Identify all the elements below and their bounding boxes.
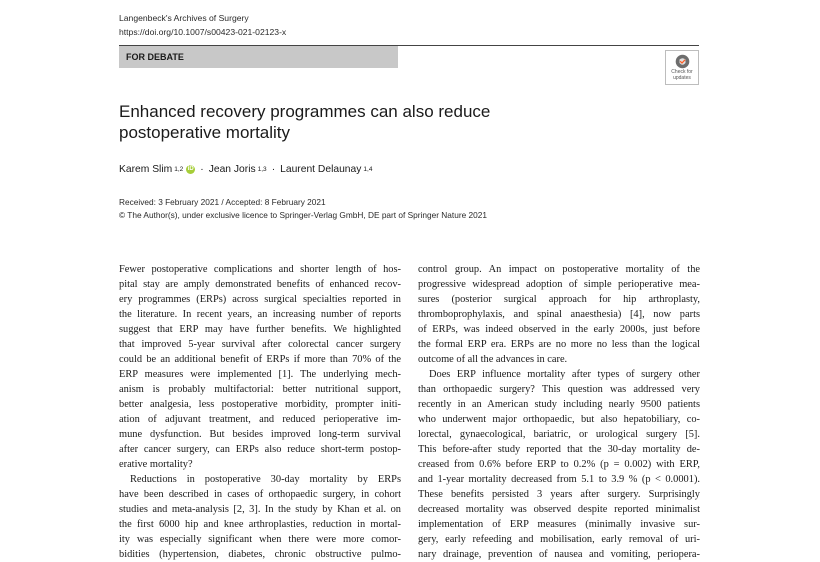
journal-name: Langenbeck's Archives of Surgery — [119, 13, 249, 23]
text-line: nary drainage, prevention of nausea and vomiting, periopera- — [418, 549, 700, 560]
received-accepted-dates: Received: 3 February 2021 / Accepted: 8 February 2021 — [119, 197, 326, 207]
text-line: mune dysfunction. But besides improved long-term survival — [119, 429, 401, 440]
text-line: This before-after study reported that the 30-day mortality de- — [418, 444, 700, 455]
author-separator: · — [200, 164, 204, 175]
author-name[interactable]: Jean Joris — [208, 164, 256, 175]
text-line: pital stay are amply demonstrated benefits of enhanced recov- — [119, 279, 401, 290]
text-line: of ERPs, was indeed observed in the early 2000s, just before — [418, 324, 700, 335]
text-line: could be an additional benefit of ERPs if more than 70% of the — [119, 354, 401, 365]
text-line: bidities (hypertension, diabetes, chronic obstructive pulmo- — [119, 549, 401, 560]
text-line: ation of adjuvant treatment, and reduced perioperative im- — [119, 414, 401, 425]
author-list — [119, 164, 372, 175]
check-for-updates-label-2: updates — [673, 74, 691, 81]
article-title — [119, 101, 679, 143]
text-line: ery programmes (ERPs) across surgical specialties reported in — [119, 294, 401, 305]
author-name[interactable]: Karem Slim — [119, 164, 173, 175]
text-line: erative mortality? — [119, 459, 193, 470]
text-line: Fewer postoperative complications and shorter length of hos- — [119, 264, 401, 275]
text-line: control group. An impact on postoperative mortality of the — [418, 264, 700, 275]
author-affiliation: 1,4 — [363, 166, 373, 173]
text-line: the literature. In recent years, an increasing number of reports — [119, 309, 401, 320]
orcid-icon[interactable]: iD — [187, 166, 194, 172]
author-affiliation: 1,3 — [257, 166, 267, 173]
check-for-updates-icon — [675, 54, 690, 70]
text-line: recently in an American study including nearly 9500 patients — [418, 399, 700, 410]
text-line: who underwent major orthopaedic, but also hepatobiliary, co- — [418, 414, 700, 425]
text-line: Reductions in postoperative 30-day mortality by ERPs — [130, 474, 401, 485]
text-line: after cancer surgery, can ERPs also reduce short-term postop- — [119, 444, 401, 455]
body-column-right — [418, 262, 700, 562]
text-line: and 1-year mortality decreased from 5.1 to 3.9 % (p < 0.0001). — [418, 474, 700, 485]
text-line: thromboprophylaxis, and spinal anaesthesia) [4], now parts — [418, 309, 700, 320]
text-line: decreased mortality was observed despite reported minimalist — [418, 504, 700, 515]
text-line: lorectal, gynaecological, bariatric, or urological surgery [5]. — [418, 429, 700, 440]
text-line: ERP measures were implemented [1]. The underlying mech- — [119, 369, 401, 380]
doi-link[interactable]: https://doi.org/10.1007/s00423-021-02123-x — [119, 27, 287, 37]
text-line: have been described in cases of orthopaedic surgery, in cohort — [119, 489, 401, 500]
text-line: the first 6000 hip and knee arthroplasties, reduction in mortal- — [119, 519, 401, 530]
text-line: suggest that ERP may have further benefits. We highlighted — [119, 324, 401, 335]
text-line: the formal ERP era. ERPs are no more no less than the logical — [418, 339, 700, 350]
text-line: Does ERP influence mortality after types of surgery other — [429, 369, 700, 380]
title-line: Enhanced recovery programmes can also reduce — [119, 102, 491, 121]
text-line: gery, early refeeding and mobilisation, early removal of uri- — [418, 534, 700, 545]
text-line: These benefits persisted 3 years after surgery. Surprisingly — [418, 489, 700, 500]
check-for-updates-badge[interactable] — [665, 50, 699, 85]
text-line: that improved 5-year survival after colorectal cancer surgery — [119, 339, 401, 350]
copyright-notice: © The Author(s), under exclusive licence to Springer-Verlag GmbH, DE part of Springer Nature 2021 — [119, 210, 487, 220]
article-category: FOR DEBATE — [119, 46, 398, 68]
text-line: better analgesia, less postoperative morbidity, prompter initi- — [119, 399, 401, 410]
text-line: sures (posterior surgical approach for hip arthroplasty, — [418, 294, 700, 305]
text-line: outcome of all the advances in care. — [418, 354, 568, 365]
body-column-left — [119, 262, 401, 562]
author-separator: · — [271, 164, 276, 175]
title-line: postoperative mortality — [119, 123, 291, 142]
author-affiliation: 1,2 — [174, 166, 184, 173]
text-line: creased from 0.6% before ERP to 0.2% (p = 0.002) with ERP, — [418, 459, 700, 470]
text-line: ity was especially significant when there were more comor- — [119, 534, 401, 545]
text-line: studies and meta-analysis [2, 3]. In the study by Khan et al. on — [119, 504, 401, 515]
text-line: than orthopaedic surgery? This question was addressed very — [418, 384, 700, 395]
text-line: implementation of ERP measures (minimally invasive sur- — [418, 519, 700, 530]
check-for-updates-label: Check for — [671, 69, 693, 75]
text-line: progressive widespread adoption of simple perioperative mea- — [418, 279, 700, 290]
author-name[interactable]: Laurent Delaunay — [280, 164, 362, 175]
text-line: anism is probably multifactorial: better nutritional support, — [119, 384, 401, 395]
